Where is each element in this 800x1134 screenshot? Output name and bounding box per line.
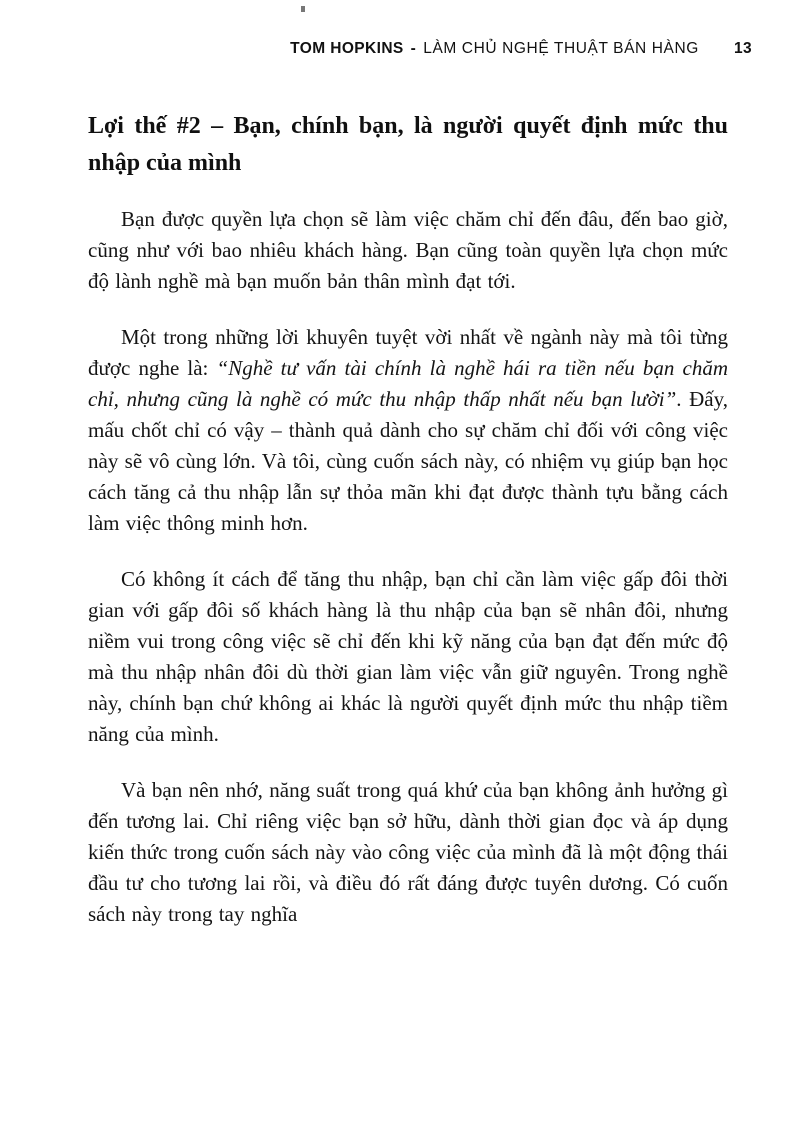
running-header bbox=[88, 40, 752, 58]
paragraph-2-lead-text: Một trong những lời khuyên tuyệt vời nhất về ngành này mà tôi từng được nghe là: bbox=[88, 325, 728, 380]
body-paragraph-3: Có không ít cách để tăng thu nhập, bạn chỉ cần làm việc gấp đôi thời gian với gấp đôi số khách hàng là thu nhập của bạn sẽ nhân đôi, nhưng niềm vui trong công việc sẽ chỉ đến khi kỹ năng của bạn đạt đến mức độ mà thu nhập nhân đôi dù thời gian làm việc vẫn giữ nguyên. Trong nghề này, chính bạn chứ không ai khác là người quyết định mức thu nhập tiềm năng của mình. bbox=[88, 567, 728, 746]
book-author: TOM HOPKINS bbox=[290, 40, 404, 57]
body-paragraph-1: Bạn được quyền lựa chọn sẽ làm việc chăm chỉ đến đâu, đến bao giờ, cũng như với bao nhiêu khách hàng. Bạn cũng toàn quyền lựa chọn mức độ lành nghề mà bạn muốn bản thân mình đạt tới. bbox=[88, 207, 728, 293]
section-heading: Lợi thế #2 – Bạn, chính bạn, là người quyết định mức thu nhập của mình bbox=[88, 113, 728, 176]
italic-quotation: “Nghề tư vấn tài chính là nghề hái ra tiền nếu bạn chăm chỉ, nhưng cũng là nghề có mức thu nhập thấp nhất nếu bạn lười” bbox=[88, 356, 728, 411]
book-title: LÀM CHỦ NGHỆ THUẬT BÁN HÀNG bbox=[423, 40, 699, 57]
paragraph-2-trail-text: . Đấy, mấu chốt chỉ có vậy – thành quả dành cho sự chăm chỉ đối với công việc này sẽ vô cùng lớn. Và tôi, cùng cuốn sách này, có nhiệm vụ giúp bạn học cách tăng cả thu nhập lẫn sự thỏa mãn khi đạt được thành tựu bằng cách làm việc thông minh hơn. bbox=[88, 387, 728, 535]
scan-artifact-dot bbox=[301, 6, 305, 12]
body-paragraph-2 bbox=[88, 322, 728, 539]
body-paragraph-4: Và bạn nên nhớ, năng suất trong quá khứ của bạn không ảnh hưởng gì đến tương lai. Chỉ riêng việc bạn sở hữu, dành thời gian đọc và áp dụng kiến thức trong cuốn sách này vào công việc của mình đã là một động thái đầu tư cho tương lai rồi, và điều đó rất đáng được tuyên dương. Có cuốn sách này trong tay nghĩa bbox=[88, 778, 728, 926]
page-content bbox=[88, 108, 728, 930]
header-separator: - bbox=[410, 40, 417, 57]
page-number: 13 bbox=[733, 40, 752, 57]
